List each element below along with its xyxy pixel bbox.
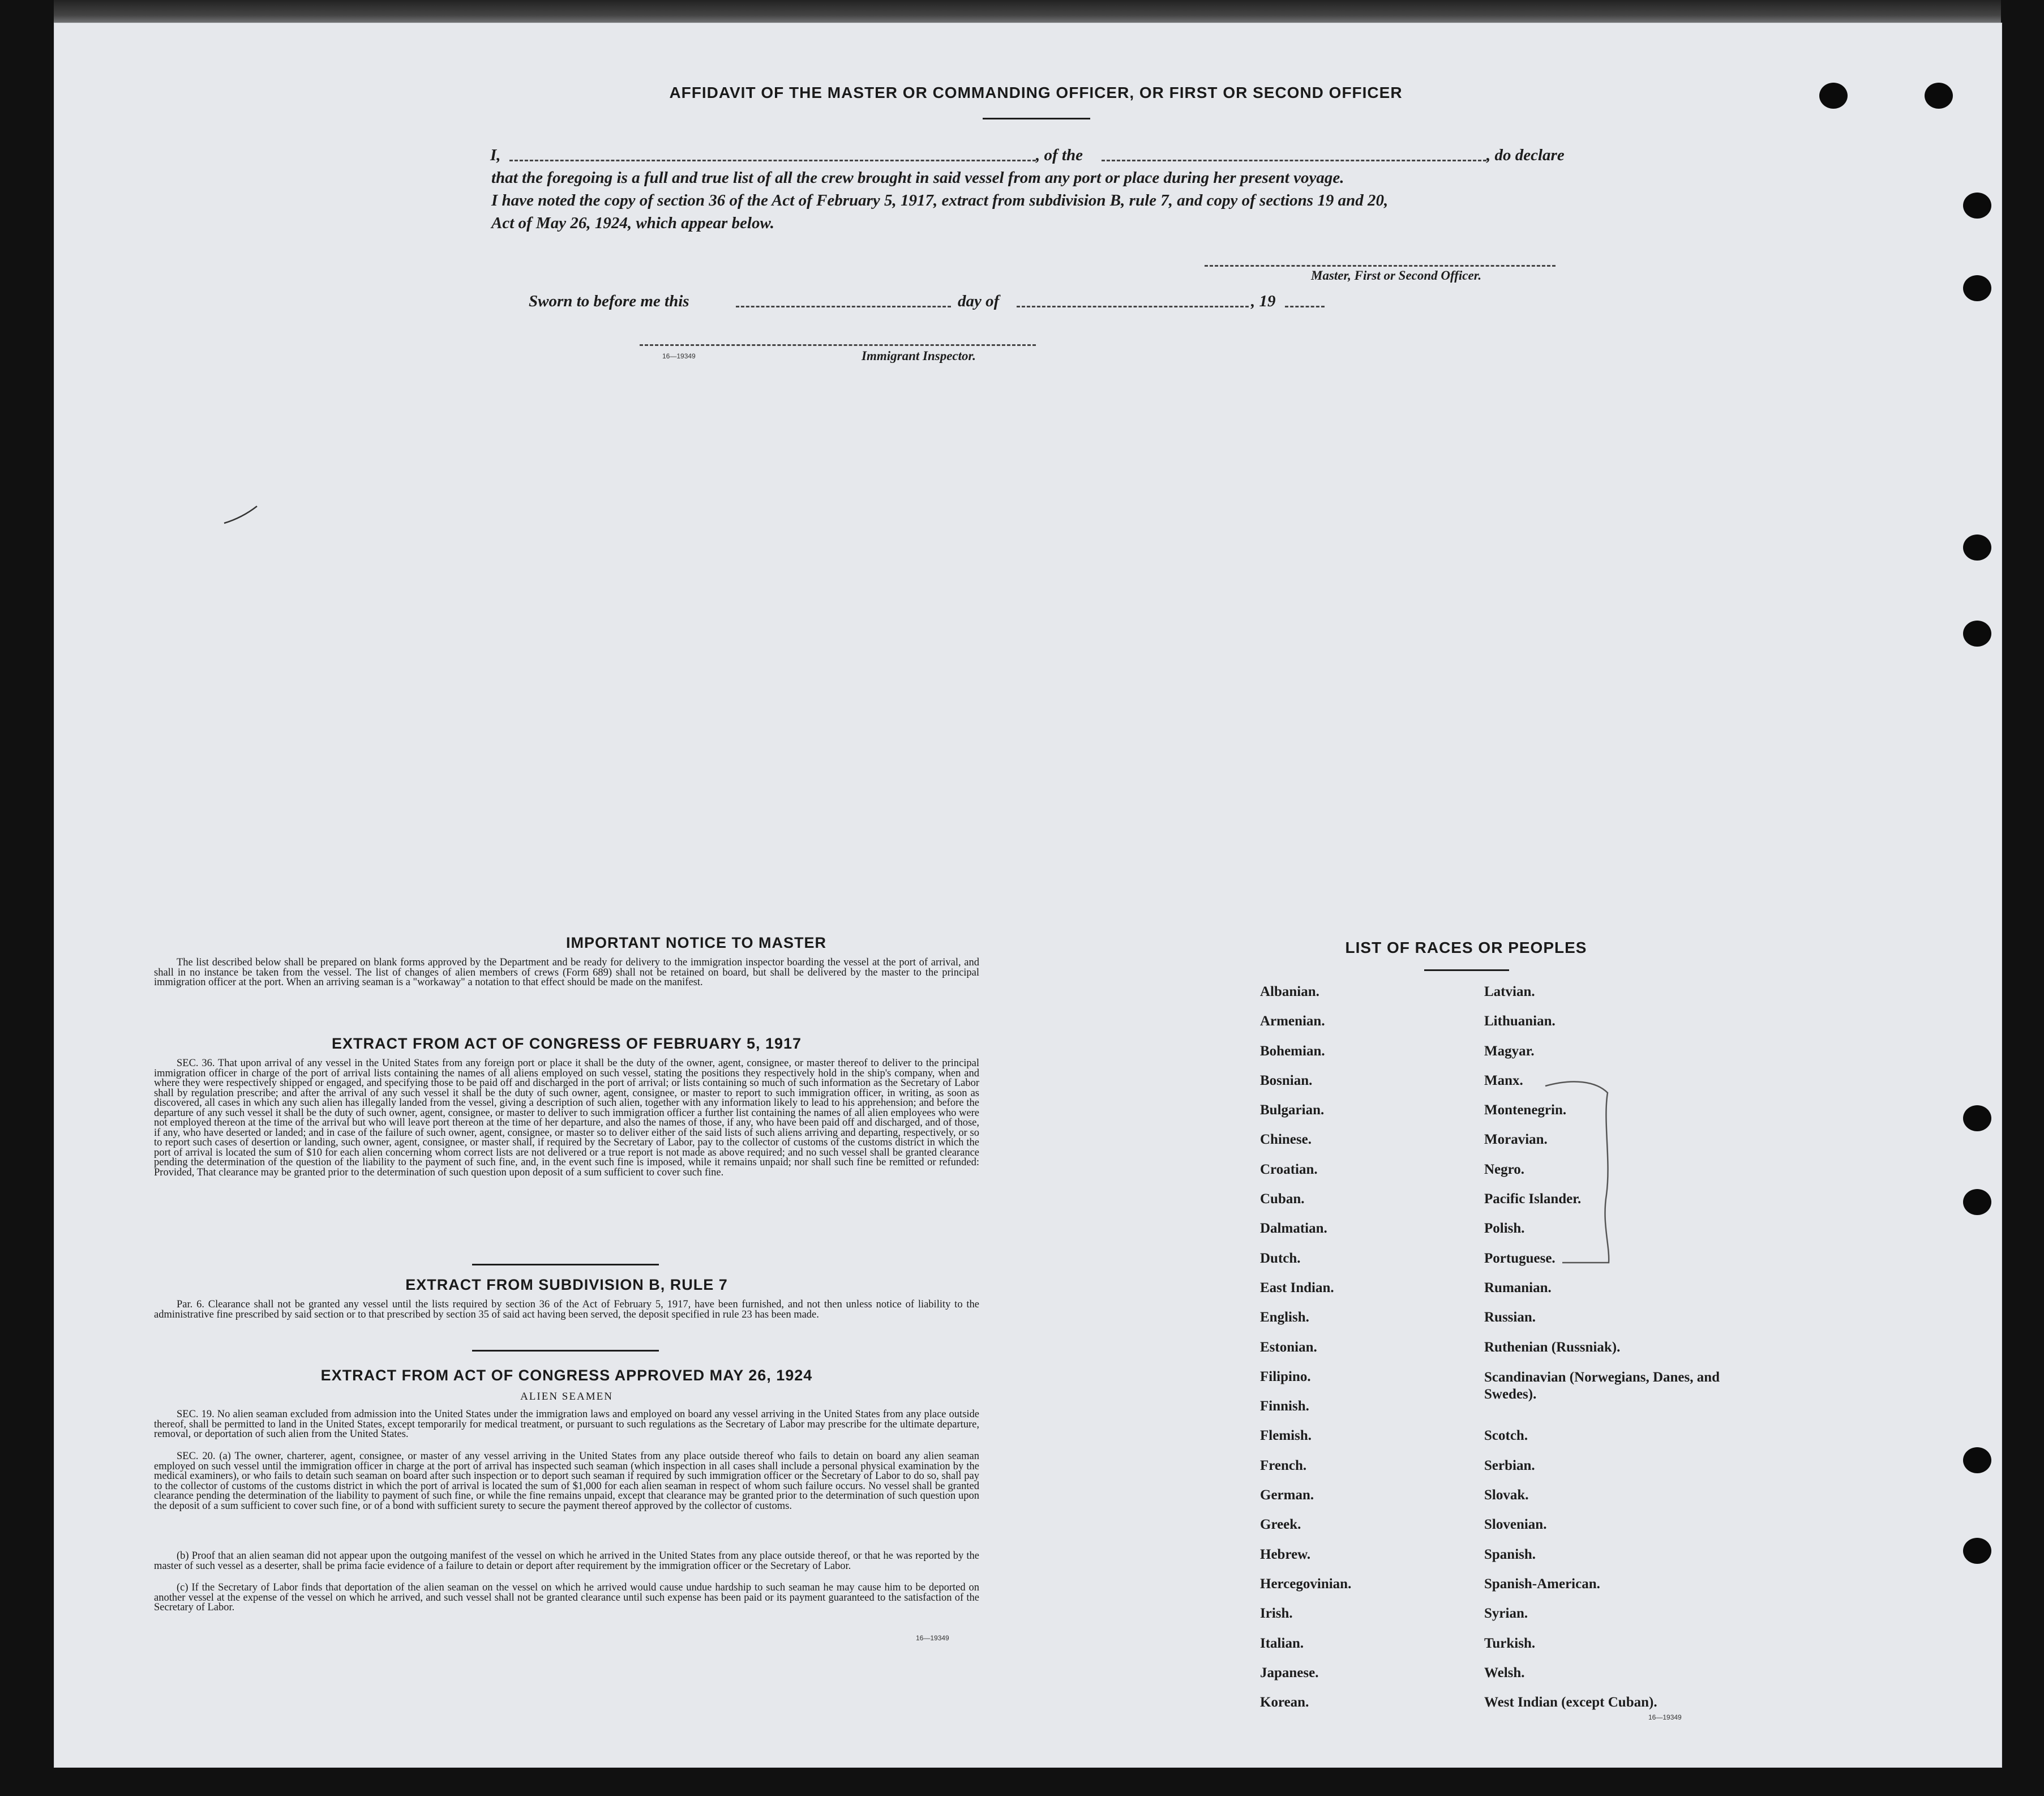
binder-hole [1963, 275, 1991, 301]
alien-seamen-subtitle: ALIEN SEAMEN [520, 1391, 613, 1402]
pencil-tick-mark [222, 504, 262, 527]
notice-title: IMPORTANT NOTICE TO MASTER [566, 934, 826, 951]
race-entry: Dalmatian. [1260, 1221, 1327, 1237]
extract-1917-text: SEC. 36. That upon arrival of any vessel in the United States from any foreign port or place it shall be the duty of the owner, agent, consignee, or master thereof to deliver to the principal immigration officer in charge of the port of arrival lists containing the names of all aliens employed on such vessel, stating the positions they respectively hold in the ship's company, when and where they were respectively shipped or engaged, and specifying those to be paid off and discharged in the port of arrival; or lists containing so much of such information as the Secretary of Labor shall by regulation prescribe; and after the arrival of any such vessel it shall be the duty of such owner, agent, consignee, or master to report to such immigration officer, in writing, as soon as discovered, all cases in which any such alien has illegally landed from the vessel, giving a description of such alien, together with any information likely to lead to his apprehension; and before the departure of any such vessel it shall be the duty of such owner, agent, consignee, or master to deliver to such immigration officer a further list containing the names of all alien employees who were not employed thereon at the time of the arrival but who will leave port thereon at the time of her departure, and also the names of those, if any, who have been paid off and discharged, and of those, if any, who have deserted or landed; and in case of the failure of such owner, agent, consignee, or master so to deliver either of the said lists of such aliens arriving and departing, respectively, or so to report such cases of desertion or landing, such owner, agent, consignee, or master shall, if required by the Secretary of Labor, pay to the collector of customs of the customs district in which the port of arrival is located the sum of $10 for each alien concerning whom correct lists are not delivered or a true report is not made as above required; and no such vessel shall be granted clearance pending the determination of the question of the liability to the payment of such fine, and, in the event such fine is imposed, while it remains unpaid; nor shall such fine be remitted or refunded: Provided, That clearance may be granted prior to the determination of such question upon deposit of a sum sufficient to cover such fine. [154, 1058, 979, 1178]
binder-hole [1963, 1105, 1991, 1131]
race-entry: Russian. [1484, 1310, 1536, 1325]
sec-20b-text: (b) Proof that an alien seaman did not appear upon the outgoing manifest of the vessel on which he arrived in the United States from any place outside thereof, or that he was reported by the master of such vessel as a deserter, shall be prima facie evidence of a failure to detain or deport after requirement by the immigration officer or the Secretary of Labor. [154, 1550, 979, 1572]
race-entry: Ruthenian (Russniak). [1484, 1339, 1621, 1355]
race-entry: Polish. [1484, 1221, 1525, 1237]
pencil-bracket-mark [1540, 1076, 1625, 1268]
race-entry: Hebrew. [1260, 1546, 1311, 1562]
subdivision-b-text: Par. 6. Clearance shall not be granted any vessel until the lists required by section 36 of the Act of February 5, 1917, have been furnished, and not then unless notice of liability to the administrative fine prescribed by said section or to that prescribed by section 35 of said act having been served, the deposit specified in rule 23 has been made. [154, 1299, 979, 1320]
race-entry: German. [1260, 1487, 1314, 1503]
day-of-label: day of [958, 292, 1000, 310]
sworn-year-blank[interactable] [1285, 306, 1325, 307]
declaration-of-the: , of the [1036, 146, 1083, 164]
race-entry: Serbian. [1484, 1457, 1535, 1473]
race-entry: Manx. [1484, 1072, 1523, 1088]
binder-hole [1925, 83, 1953, 109]
race-entry: Korean. [1260, 1695, 1309, 1711]
form-code: 16—19349 [1648, 1713, 1682, 1721]
race-entry: Bulgarian. [1260, 1102, 1325, 1118]
vessel-blank[interactable] [1102, 160, 1486, 161]
race-entry: Latvian. [1484, 984, 1535, 999]
race-entry: Slovak. [1484, 1487, 1529, 1503]
race-entry: Greek. [1260, 1517, 1301, 1533]
race-entry: East Indian. [1260, 1280, 1334, 1295]
race-entry: Japanese. [1260, 1665, 1319, 1680]
race-entry: French. [1260, 1457, 1307, 1473]
binder-hole [1963, 1447, 1991, 1473]
binder-hole [1963, 534, 1991, 561]
races-title: LIST OF RACES OR PEOPLES [1345, 939, 1587, 956]
subdivision-b-title: EXTRACT FROM SUBDIVISION B, RULE 7 [405, 1276, 728, 1293]
race-entry: Lithuanian. [1484, 1014, 1556, 1029]
master-signature-line[interactable] [1205, 265, 1556, 267]
extract-1924-title: EXTRACT FROM ACT OF CONGRESS APPROVED MAY 26, 1924 [320, 1367, 813, 1384]
sec-19-text: SEC. 19. No alien seaman excluded from admission into the United States under the immigration laws and employed on board any vessel arriving in the United States from any place outside thereof, shall be permitted to land in the United States, except temporarily for medical treatment, or pursuant to such regulations as the Secretary of Labor may prescribe for the ultimate departure, removal, or deportation of such alien from the United States. [154, 1409, 979, 1440]
race-entry: Bosnian. [1260, 1072, 1313, 1088]
race-entry: Armenian. [1260, 1014, 1325, 1029]
inspector-label: Immigrant Inspector. [862, 349, 976, 363]
sworn-day-blank[interactable] [736, 306, 951, 307]
race-entry: Scotch. [1484, 1428, 1528, 1444]
divider [983, 118, 1090, 119]
declaration-do-declare: , do declare [1486, 146, 1565, 164]
race-entry: Moravian. [1484, 1132, 1548, 1148]
declaration-line-3: I have noted the copy of section 36 of the Act of February 5, 1917, extract from subdivision B, rule 7, and copy of sections 19 and 20, [491, 191, 1389, 209]
declaration-i: I, [490, 146, 501, 164]
race-entry: Dutch. [1260, 1250, 1301, 1266]
race-entry: Spanish. [1484, 1546, 1536, 1562]
races-left-column [1260, 984, 1351, 1724]
race-entry: Filipino. [1260, 1369, 1311, 1384]
notice-text: The list described below shall be prepared on blank forms approved by the Department and be ready for delivery to the immigration inspector boarding the vessel at the port of arrival, and shall in no instance be taken from the vessel. The list of changes of alien members of crews (Form 689) shall not be retained on board, but shall be delivered by the master to the principal immigration officer at the port. When an arriving seaman is a "workaway" a notation to that effect should be made on the manifest. [154, 957, 979, 988]
binder-hole [1963, 1189, 1991, 1215]
race-entry: West Indian (except Cuban). [1484, 1695, 1657, 1711]
divider [472, 1264, 659, 1265]
race-entry: Rumanian. [1484, 1280, 1552, 1295]
affidavit-title: AFFIDAVIT OF THE MASTER OR COMMANDING OFFICER, OR FIRST OR SECOND OFFICER [669, 84, 1403, 101]
race-entry: Hercegovinian. [1260, 1576, 1352, 1592]
race-entry: Estonian. [1260, 1339, 1317, 1355]
race-entry: Scandinavian (Norwegians, Danes, and Swedes). [1484, 1369, 1720, 1402]
divider [1424, 969, 1509, 971]
inspector-signature-line[interactable] [640, 344, 1036, 346]
race-entry: Albanian. [1260, 984, 1319, 999]
race-entry: Negro. [1484, 1161, 1525, 1177]
race-entry: Pacific Islander. [1484, 1191, 1582, 1207]
form-code: 16—19349 [662, 352, 696, 360]
race-entry: Welsh. [1484, 1665, 1525, 1680]
race-entry: Magyar. [1484, 1043, 1535, 1059]
race-entry: Montenegrin. [1484, 1102, 1567, 1118]
sworn-label: Sworn to before me this [529, 292, 689, 310]
year-label: , 19 [1251, 292, 1276, 310]
master-signature-label: Master, First or Second Officer. [1311, 268, 1482, 283]
binder-hole [1819, 83, 1848, 109]
race-entry: Portuguese. [1484, 1250, 1556, 1266]
race-entry: Cuban. [1260, 1191, 1305, 1207]
race-entry: Finnish. [1260, 1399, 1309, 1414]
name-blank[interactable] [509, 160, 1036, 161]
declaration-line-4: Act of May 26, 1924, which appear below. [491, 214, 774, 232]
binder-hole [1963, 1538, 1991, 1564]
form-code: 16—19349 [916, 1634, 949, 1642]
race-entry: Croatian. [1260, 1161, 1318, 1177]
sec-20a-text: SEC. 20. (a) The owner, charterer, agent, consignee, or master of any vessel arriving in the United States from any place outside thereof who fails to detain on board any alien seaman employed on such vessel until the immigration officer in charge at the port of arrival has inspected such seaman (which inspection in all cases shall include a personal physical examination by the medical examiners), or who fails to detain such seaman on board after such inspection or to deport such seaman if required by such immigration officer or the Secretary of Labor to do so, shall pay to the collector of customs of the customs district in which the port of arrival is located the sum of $1,000 for each alien seaman in respect of whom such failure occurs. No vessel shall be granted clearance pending the determination of the liability to payment of such fine, or while the fine remains unpaid, except that clearance may be granted prior to the determination of such question upon the deposit of a sum sufficient to cover such fine, or of a bond with sufficient surety to secure the payment thereof approved by the collector of customs. [154, 1451, 979, 1512]
binder-hole [1963, 193, 1991, 219]
race-entry: Bohemian. [1260, 1043, 1325, 1059]
race-entry: English. [1260, 1310, 1309, 1325]
race-entry: Italian. [1260, 1635, 1304, 1651]
race-entry: Flemish. [1260, 1428, 1312, 1444]
divider [472, 1350, 659, 1352]
race-entry: Slovenian. [1484, 1517, 1547, 1533]
sec-20c-text: (c) If the Secretary of Labor finds that deportation of the alien seaman on the vessel on which he arrived would cause undue hardship to such seaman he may cause him to be deported on another vessel at the expense of the vessel on which he arrived, and such vessel shall not be granted clearance until such expense has been paid or its payment guaranteed to the satisfaction of the Secretary of Labor. [154, 1582, 979, 1613]
extract-1917-title: EXTRACT FROM ACT OF CONGRESS OF FEBRUARY 5, 1917 [331, 1035, 802, 1052]
binder-hole [1963, 621, 1991, 647]
sworn-month-blank[interactable] [1017, 306, 1249, 307]
race-entry: Syrian. [1484, 1606, 1528, 1622]
race-entry: Chinese. [1260, 1132, 1312, 1148]
race-entry: Turkish. [1484, 1635, 1536, 1651]
declaration-line-2: that the foregoing is a full and true list of all the crew brought in said vessel from any port or place during her present voyage. [491, 169, 1344, 187]
race-entry: Irish. [1260, 1606, 1293, 1622]
race-entry: Spanish-American. [1484, 1576, 1600, 1592]
